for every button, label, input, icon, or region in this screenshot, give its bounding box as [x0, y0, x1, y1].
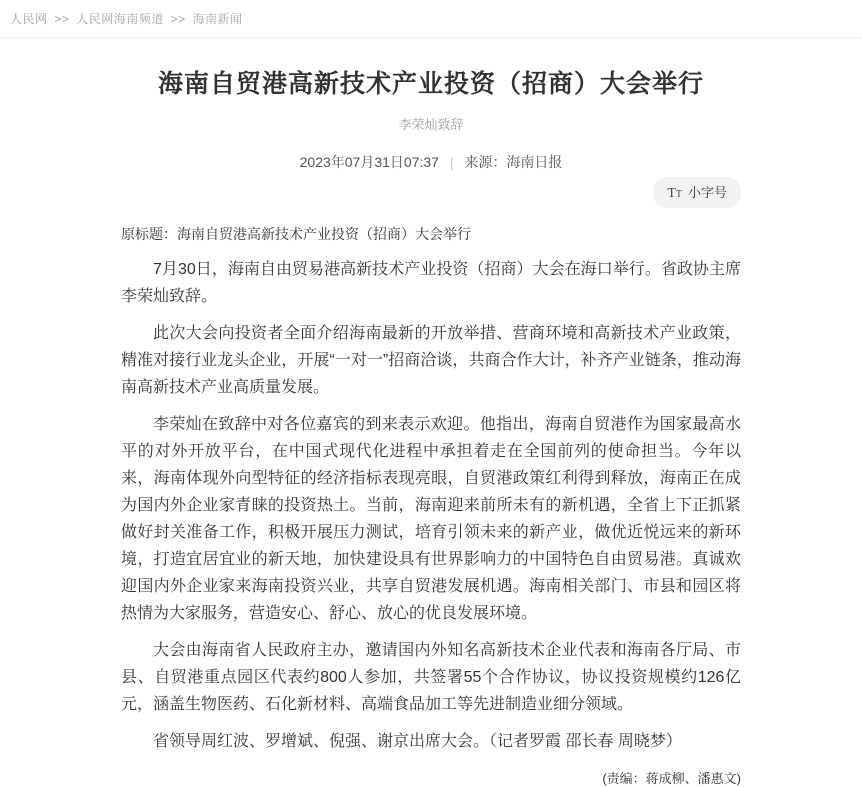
- font-size-button[interactable]: [653, 177, 741, 208]
- article-paragraph: 李荣灿在致辞中对各位嘉宾的到来表示欢迎。他指出，海南自贸港作为国家最高水平的对外开放平台，在中国式现代化进程中承担着走在全国前列的使命担当。今年以来，海南体现外向型特征的经济指标表现亮眼，自贸港政策红利得到释放，海南正在成为国内外企业家青睐的投资热土。当前，海南迎来前所未有的新机遇，全省上下正抓紧做好封关准备工作，积极开展压力测试，培育引领未来的新产业，做优近悦远来的新环境，打造宜居宜业的新天地，加快建设具有世界影响力的中国特色自由贸易港。真诚欢迎国内外企业家来海南投资兴业，共享自贸港发展机遇。海南相关部门、市县和园区将热情为大家服务，营造安心、舒心、放心的优良发展环境。: [121, 416, 741, 622]
- article-paragraph: 此次大会向投资者全面介绍海南最新的开放举措、营商环境和高新技术产业政策，精准对接行业龙头企业，开展“一对一”招商洽谈，共商合作大计，补齐产业链条，推动海南高新技术产业高质量发展。: [121, 325, 741, 396]
- breadcrumb-link-people[interactable]: 人民网: [10, 12, 48, 26]
- article-body: [121, 256, 741, 755]
- article-paragraph: 7月30日，海南自由贸易港高新技术产业投资（招商）大会在海口举行。省政协主席李荣灿致辞。: [121, 261, 741, 305]
- article-paragraph: 大会由海南省人民政府主办，邀请国内外知名高新技术企业代表和海南各厅局、市县、自贸港重点园区代表约800人参加，共签署55个合作协议，协议投资规模约126亿元，涵盖生物医药、石化新材料、高端食品加工等先进制造业细分领域。: [121, 642, 741, 713]
- article-paragraph: 省领导周红波、罗增斌、倪强、谢京出席大会。（记者罗霞 邵长春 周晓梦）: [153, 733, 682, 750]
- breadcrumb: [0, 0, 862, 38]
- font-size-icon: TT: [667, 186, 682, 201]
- meta-separator: |: [449, 154, 454, 170]
- article-subtitle: 李荣灿致辞: [398, 117, 464, 132]
- font-size-label: 小字号: [687, 185, 727, 200]
- breadcrumb-link-hainan-news[interactable]: 海南新闻: [192, 12, 243, 26]
- breadcrumb-link-hainan-channel[interactable]: 人民网海南频道: [76, 12, 164, 26]
- breadcrumb-separator: >>: [54, 12, 70, 26]
- editor-credit: (责编：蒋成柳、潘惠文): [602, 771, 741, 786]
- breadcrumb-separator: >>: [170, 12, 186, 26]
- article-container: [121, 67, 741, 787]
- publish-date: 2023年07月31日07:37: [299, 154, 439, 170]
- article-source: 来源：海南日报: [464, 154, 563, 170]
- page-title: 海南自贸港高新技术产业投资（招商）大会举行: [157, 70, 704, 98]
- article-meta: [121, 152, 741, 172]
- original-title: 原标题：海南自贸港高新技术产业投资（招商）大会举行: [121, 226, 471, 242]
- article-toolbar: [121, 177, 741, 208]
